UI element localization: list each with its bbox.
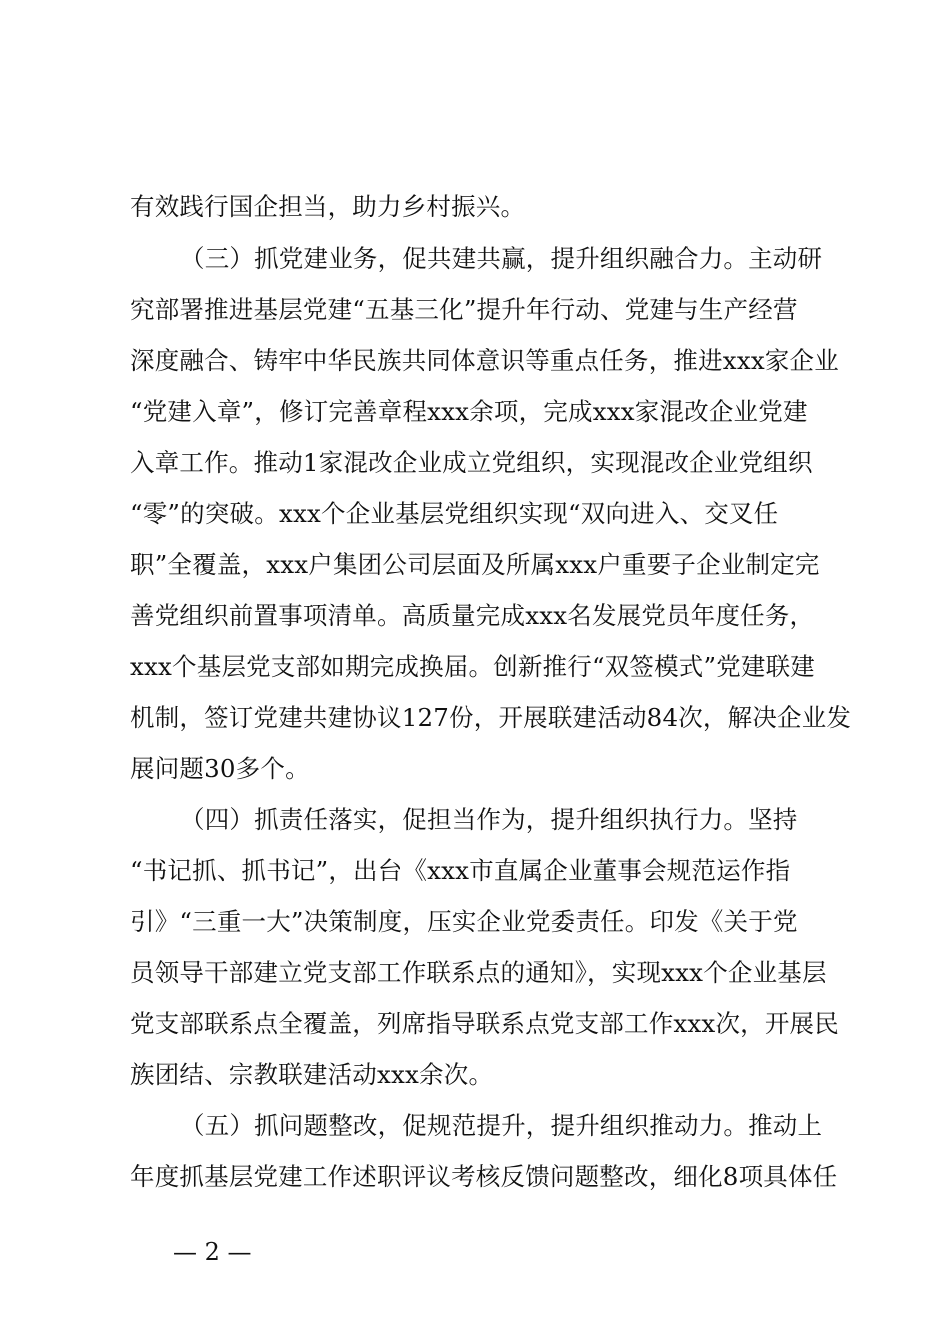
text-line: 引》“三重一大”决策制度，压实企业党委责任。印发《关于党 [130,907,798,936]
text-line: 深度融合、铸牢中华民族共同体意识等重点任务，推进xxx家企业 [130,346,839,375]
text-line: 年度抓基层党建工作述职评议考核反馈问题整改，细化8项具体任 [130,1162,838,1191]
text-line: 入章工作。推动1家混改企业成立党组织，实现混改企业党组织 [130,448,813,477]
text-line: xxx个基层党支部如期完成换届。创新推行“双签模式”党建联建 [130,652,815,681]
section-heading-3: （三）抓党建业务，促共建共赢，提升组织融合力。主动研 [180,244,823,273]
text-line: 职”全覆盖，xxx户集团公司层面及所属xxx户重要子企业制定完 [130,550,820,579]
text-line: “党建入章”，修订完善章程xxx余项，完成xxx家混改企业党建 [130,397,808,426]
text-line: 党支部联系点全覆盖，列席指导联系点党支部工作xxx次，开展民 [130,1009,839,1038]
text-line: 展问题30多个。 [130,754,310,783]
text-line: 族团结、宗教联建活动xxx余次。 [130,1060,494,1089]
text-line: 善党组织前置事项清单。高质量完成xxx名发展党员年度任务， [130,601,815,630]
text-line: “书记抓、抓书记”，出台《xxx市直属企业董事会规范运作指 [130,856,791,885]
text-line: “零”的突破。xxx个企业基层党组织实现“双向进入、交叉任 [130,499,779,528]
text-line: 究部署推进基层党建“五基三化”提升年行动、党建与生产经营 [130,295,798,324]
section-heading-5: （五）抓问题整改，促规范提升，提升组织推动力。推动上 [180,1111,823,1140]
text-line: 员领导干部建立党支部工作联系点的通知》，实现xxx个企业基层 [130,958,827,987]
text-line: 机制，签订党建共建协议127份，开展联建活动84次，解决企业发 [130,703,852,732]
page-number: — 2 — [173,1238,252,1266]
text-line: 有效践行国企担当，助力乡村振兴。 [130,192,526,221]
section-heading-4: （四）抓责任落实，促担当作为，提升组织执行力。坚持 [180,805,798,834]
